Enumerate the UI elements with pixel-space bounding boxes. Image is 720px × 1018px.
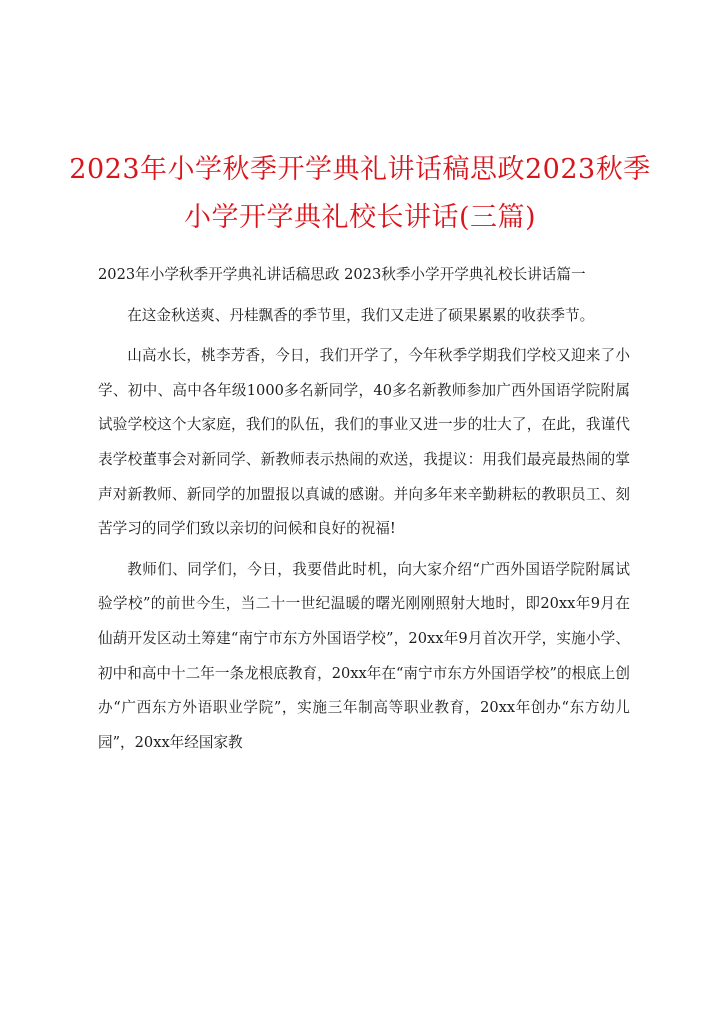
paragraph-1: 在这金秋送爽、丹桂飘香的季节里，我们又走进了硕果累累的收获季节。: [127, 306, 595, 324]
document-body: [98, 258, 630, 760]
document-title: 2023年小学秋季开学典礼讲话稿思政2023秋季小学开学典礼校长讲话(三篇): [69, 154, 651, 233]
paragraph-3: 教师们、同学们，今日，我要借此时机，向大家介绍“广西外国语学院附属试验学校”的前世今生，当二十一世纪温暖的曙光刚刚照射大地时，即20xx年9月在仙葫开发区动土筹建“南宁市东方外国语学校”，20xx年9月首次开学，实施小学、初中和高中十二年一条龙根底教育，20xx年在“南宁市东方外国语学校”的根底上创办“广西东方外语职业学院”，实施三年制高等职业教育，20xx年创办“东方幼儿园”，20xx年经国家教: [98, 560, 630, 751]
paragraph-2: 山高水长，桃李芳香，今日，我们开学了，今年秋季学期我们学校又迎来了小学、初中、高中各年级1000多名新同学，40多名新教师参加广西外国语学院附属试验学校这个大家庭，我们的队伍，我们的事业又进一步的壮大了，在此，我谨代表学校董事会对新同学、新教师表示热闹的欢送，我提议：用我们最亮最热闹的掌声对新教师、新同学的加盟报以真诚的感谢。并向多年来辛勤耕耘的教职员工、刻苦学习的同学们致以亲切的问候和良好的祝福!: [98, 347, 630, 538]
subtitle-line: 2023年小学秋季开学典礼讲话稿思政 2023秋季小学开学典礼校长讲话篇一: [98, 266, 586, 283]
